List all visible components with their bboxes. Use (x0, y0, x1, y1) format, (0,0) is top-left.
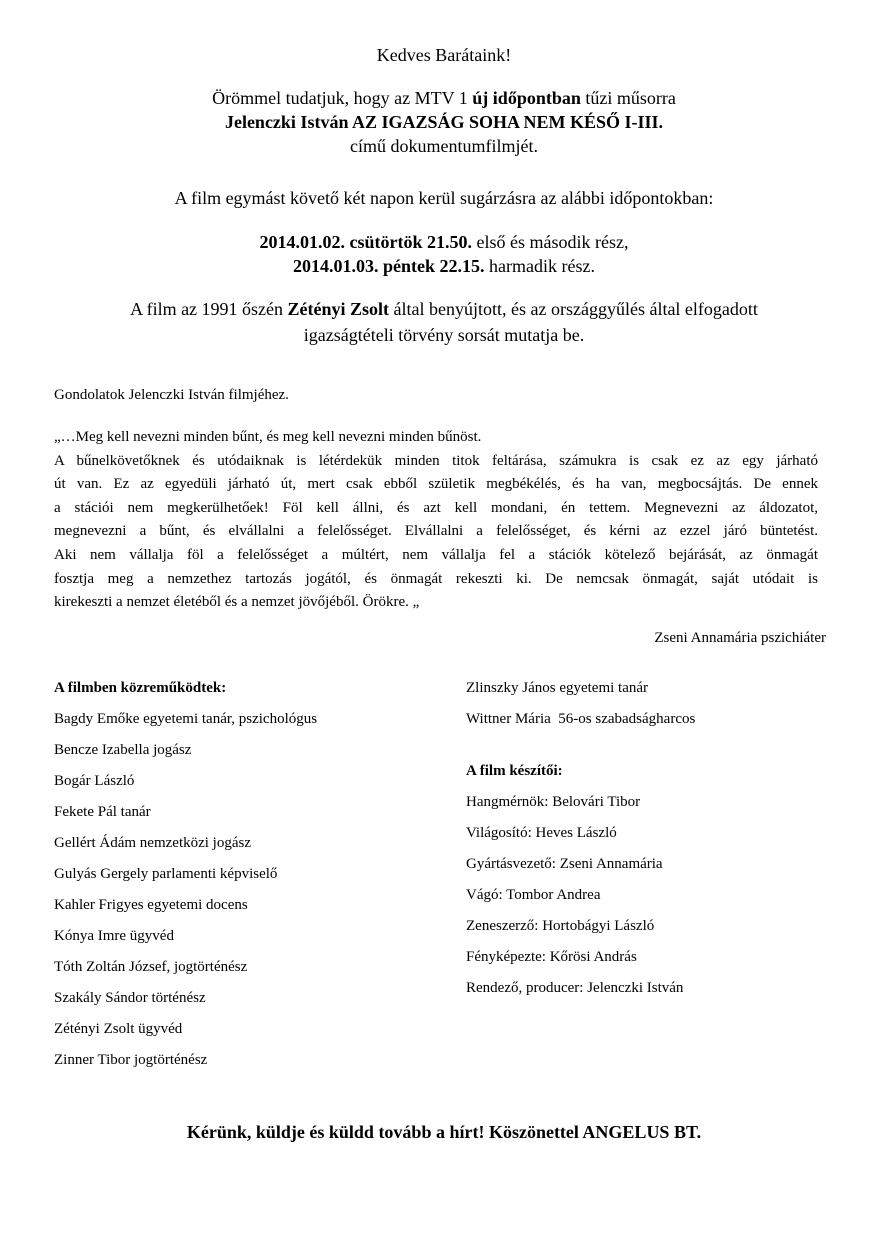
broadcast-date-2 (0, 254, 888, 278)
announcement-line-3: című dokumentumfilmjét. (350, 136, 538, 156)
quote-line: Aki nem vállalja föl a felelősséget a múltért, nem vállalja fel a stációk kötelező bejárását, az önmagát (54, 546, 818, 563)
law-line-2: igazságtételi törvény sorsát mutatja be. (303, 325, 585, 345)
list-item: Bagdy Emőke egyetemi tanár, pszichológus (54, 711, 318, 727)
crew-title: A film készítői: (466, 763, 563, 779)
participants-list-continued (466, 678, 695, 740)
quote-block (54, 426, 818, 615)
list-item: Szakály Sándor történész (54, 990, 206, 1006)
broadcast-date-1 (0, 230, 888, 254)
quote-line: út van. Ez az egyedüli járható út, mert csak ebből születik megbékélés, és ha van, megbocsájtás. De ennek (54, 476, 818, 493)
law-description (0, 296, 888, 348)
list-item: Zeneszerző: Hortobágyi László (466, 918, 655, 934)
list-item: Világosító: Heves László (466, 825, 617, 841)
list-item: Kónya Imre ügyvéd (54, 928, 174, 944)
list-item: Gulyás Gergely parlamenti képviselő (54, 866, 278, 882)
date-part: első és második rész, (472, 232, 629, 252)
quote-line: a stációi nem megkerülhetőek! Föl kell állni, és azt kell mondani, én tettem. Megnevezni az áldozatot, (54, 499, 818, 516)
broadcast-dates (0, 230, 888, 278)
film-title (0, 110, 888, 134)
quote-line: fosztja meg a nemzethez tartozás jogától, és önmagát rekeszti ki. De nemcsak önmagát, saját utódait is (54, 570, 818, 587)
film-title-text: Jelenczki István AZ IGAZSÁG SOHA NEM KÉSŐ I-III. (224, 112, 664, 132)
list-item: Zétényi Zsolt ügyvéd (54, 1021, 183, 1037)
list-item: Rendező, producer: Jelenczki István (466, 980, 684, 996)
date-part: harmadik rész. (484, 256, 595, 276)
date-datetime: 2014.01.03. péntek 22.15. (293, 256, 485, 276)
date-datetime: 2014.01.02. csütörtök 21.50. (259, 232, 473, 252)
list-item: Bencze Izabella jogász (54, 742, 192, 758)
law-text: által benyújtott, és az országgyűlés által elfogadott (389, 299, 758, 319)
crew-list (466, 761, 683, 1009)
announcement-line-1 (0, 86, 888, 110)
list-item: Wittner Mária 56-os szabadságharcos (466, 711, 696, 727)
list-item: Hangmérnök: Belovári Tibor (466, 794, 641, 810)
list-item: Zlinszky János egyetemi tanár (466, 680, 649, 696)
list-item: Kahler Frigyes egyetemi docens (54, 897, 248, 913)
participants-list (54, 678, 317, 1081)
broadcast-intro: A film egymást követő két napon kerül sugárzásra az alábbi időpontokban: (174, 188, 714, 208)
quote-line: kirekeszti a nemzet életéből és a nemzet jövőjéből. Örökre. „ (54, 594, 420, 611)
announcement (0, 86, 888, 158)
list-item: Fekete Pál tanár (54, 804, 151, 820)
quote-signer: Zseni Annamária pszichiáter (654, 630, 826, 646)
participants-title: A filmben közreműködtek: (54, 680, 227, 696)
law-line-1 (0, 296, 888, 322)
list-item: Zinner Tibor jogtörténész (54, 1052, 208, 1068)
list-item: Gyártásvezető: Zseni Annamária (466, 856, 663, 872)
footer-message: Kérünk, küldje és küldd tovább a hírt! Köszönettel ANGELUS BT. (186, 1122, 702, 1142)
announcement-text: tűzi műsorra (580, 88, 676, 108)
quote-line: A bűnelkövetőknek és utódaiknak is létérdekük minden titok feltárása, számukra is csak ez az egy járható (54, 452, 818, 469)
announcement-emphasis: új időpontban (472, 88, 581, 108)
thoughts-title: Gondolatok Jelenczki István filmjéhez. (54, 387, 289, 403)
list-item: Gellért Ádám nemzetközi jogász (54, 835, 252, 851)
list-item: Vágó: Tombor Andrea (466, 887, 601, 903)
list-item: Bogár László (54, 773, 135, 789)
law-author: Zétényi Zsolt (287, 299, 390, 319)
law-text: A film az 1991 őszén (130, 299, 288, 319)
list-item: Tóth Zoltán József, jogtörténész (54, 959, 248, 975)
quote-line: „…Meg kell nevezni minden bűnt, és meg kell nevezni minden bűnöst. (54, 429, 482, 445)
announcement-text: Örömmel tudatjuk, hogy az MTV 1 (212, 88, 473, 108)
list-item: Fényképezte: Kőrösi András (466, 949, 637, 965)
greeting: Kedves Barátaink! (376, 45, 512, 65)
quote-line: megnevezni a bűnt, és elvállalni a felelősséget. Elvállalni a felelősséget, és kérni az ezzel járó büntetést. (54, 523, 818, 540)
